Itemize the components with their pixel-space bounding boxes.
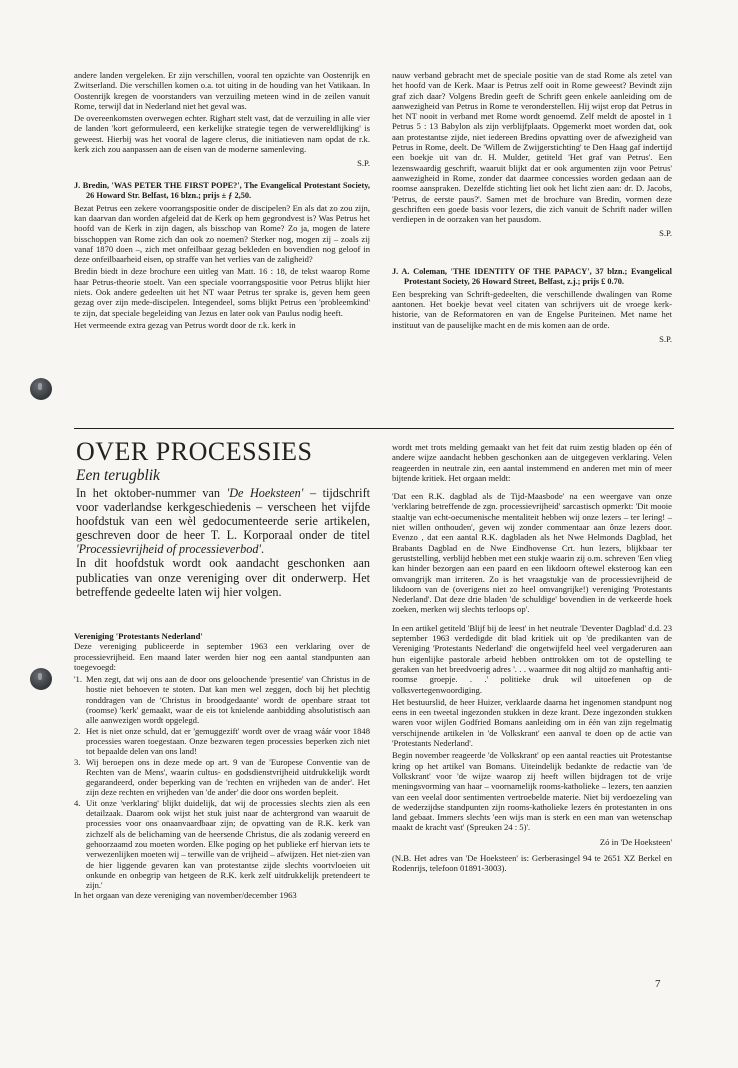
section-heading: Vereniging 'Protestants Nederland' xyxy=(74,631,203,641)
paragraph: Bezat Petrus een zekere voorrangspositie onder de discipelen? En als dat zo zou zijn, kan daarvan dan worden afgeleid dat de Kerk op hem gegrondvest is? Was Petrus het hoofd van de Kerk in zijn dagen, als bisschop van Rome? Zo ja, mogen de latere bisschoppen van Rome zich dan ook zo noemen? Sterker nog, mogen zij – zoals zij vanaf 1870 doen –, zich met onfeilbaar gezag bekleden en bovendien nog geloof in deze onfeilbaarheid eisen, op straffe van het verlies van de zaligheid? xyxy=(74,202,370,265)
article-column-left xyxy=(74,627,370,903)
paragraph: Deze vereniging publiceerde in september 1963 een verklaring over de processievrijheid. Een maand later werden hier nog een aantal standpunten aan toegevoegd: xyxy=(74,641,370,672)
article-subtitle: Een terugblik xyxy=(76,467,160,484)
paragraph: In een artikel getiteld 'Blijf bij de leest' in het neutrale 'Deventer Dagblad' d.d. 23 september 1963 verdedigde dit blad kritiek uit op 'de predikanten van de Vereniging 'Protestants Nederland' die ongetwijfeld heel veel vergaderuren aan hun eigenlijke pastorale arbeid hebben onttrokken om tot de opstelling te geraken van het breedvoerig adres '. . . waarmee dit nog altijd zo manhaftig anti-roomse groepje. . .' politieke druk wil uitoefenen op de volksvertegenwoordiging. xyxy=(392,622,672,695)
paragraph: Begin november reageerde 'de Volkskrant' op een aantal reacties uit Protestantse kring op het artikel van Bomans. Uiteindelijk bedankte de redactie van 'de Volkskrant' voor 'de wijze waarop zij heeft willen bijdragen tot de vrije meningsvorming van haar – voornamelijk rooms-katholieke – lezers, ten aanzien van een veelal door sentimenten vertroebelde materie. Niet bij verdoezeling van de wederzijdse standpunten zijn rooms-katholieke lezers én protestanten in ons land gebaat. Immers slechts 'een wijs man is sterk en een man van wetenschap maakt de kracht vast' (Spreuken 24 : 5)'. xyxy=(392,750,672,833)
review-column-left xyxy=(74,70,370,332)
binder-hole-icon xyxy=(30,378,52,400)
list-item: 4. Uit onze 'verklaring' blijkt duidelijk, dat wij de processies slechts zien als een detailzaak. Daarom ook wijst het stuk juist naar de achtergrond van waaruit de processies voor ons onaanvaardbaar zijn; de opvatting van de R.K. kerk van zichzelf als de belichaming van de heersende Christus, die als zodanig vereerd en gehoorzaamd zou moeten worden. Elke poging op het publieke erf hiervan iets te verwezenlijken moeten wij – terwille van de vrijheid – afwijzen. Het niet-zien van de hier liggende gevaren kan van protestantse zijde slechts voortvloeien uit onkunde en onbegrip van hetgeen de R.K. kerk zelf uitdrukkelijk pretendeert te zijn.' xyxy=(74,797,370,891)
binder-hole-icon xyxy=(30,668,52,690)
quote-paragraph: 'Dat een R.K. dagblad als de Tijd-Maasbode' na een weergave van onze 'verklaring betreffende de zgn. processievrijheid' sarcastisch opmerkt: 'Dit mooie staaltje van echt-oecumenische mentaliteit hebben wij onze lezers – ter lering! – niet willen onthouden', geven wij zonder commentaar aan ônze lezers door. Evenzo , dat een aantal R.K. dagbladen als het Nwe Helmonds Dagblad, het Brabants Dagblad en de Nwe Eindhovense Crt. hun lezers, blijkbaar ter geruststelling, verblijd hebben met een stukje waarin zij o.m. schreven 'Een vlieg kan hinder bezorgen aan een paard en een likdoorn oftewel eksteroog kan een omvangrijk man irriteren. Zo is het vraagstukje van de processievrijheid de likdoorn van de (overigens niet zo heel omvangrijke!) vereniging 'Protestants Nederland'. Dat deze drie bladen 'de schuldige' bovendien in de verkeerde hoek zoeken, merken wij slechts terloops op'. xyxy=(392,491,672,615)
list-item: 2. Het is niet onze schuld, dat er 'gemuggezift' wordt over de vraag wáár voor 1848 processies waren toegestaan. Onze bezwaren tegen processies beperken zich niet tot bepaalde delen van ons land! xyxy=(74,725,370,757)
review-heading: J. Bredin, 'WAS PETER THE FIRST POPE?', The Evangelical Protestant Society, 26 Howard Str. Belfast, 16 blzn.; prijs ± ƒ 2,50. xyxy=(74,180,370,200)
paragraph: Het vermeende extra gezag van Petrus wordt door de r.k. kerk in xyxy=(74,319,296,330)
section-divider xyxy=(74,428,674,429)
lead-paragraph: In het oktober-nummer van 'De Hoeksteen' – tijdschrift voor vaderlandse kerkgeschiedenis – verscheen het vijfde hoofdstuk van een wèl gedocumenteerde serie artikelen, geschreven door de heer T. L. Korporaal onder de titel 'Processievrijheid of processieverbod'. xyxy=(76,486,371,557)
list-item: 3. Wij beroepen ons in deze mede op art. 9 van de 'Europese Conventie van de Rechten van de Mens', waarin cultus- en godsdienstvrijheid uitdrukkelijk wordt gegarandeerd, onder beperking van de 'rechten en vrijheden van de ander'. Het zijn deze rechten en vrijheden van 'de ander' die door ons worden bepleit. xyxy=(74,756,370,798)
paragraph: nauw verband gebracht met de speciale positie van de stad Rome als zetel van het hoofd van de Kerk. Maar is Petrus zelf ooit in Rome geweest? Bevindt zijn graf zich daar? Volgens Bredin geeft de Schrift geen enkele aanleiding om de aanwezigheid van Petrus in Rome te veronderstellen. Hij wijst erop dat Petrus in het NT nooit in verband met Rome wordt genoemd. Zelf meldt de apostel in 1 Petrus 5 : 13 Babylon als zijn verblijfplaats. Opgemerkt moet worden dat, ook aan protestantse zijde, niet iedereen Bredins opvatting over de afwezigheid van Petrus in Rome, deelt. De 'Willem de Zwijgerstichting' te Den Haag gaf indertijd een boekje uit van dr. H. Mulder, getiteld 'Het graf van Petrus'. Een lezenswaardig geschrift, waaruit blijkt dat er ook argumenten zijn voor Petrus' aanwezigheid in Rome, zonder dat daarmee concessies worden gedaan aan de roomse aanspraken. Dezelfde stichting liet ook het licht zien aan: dr. D. Jacobs, 'Petrus, de eerste paus?'. Samen met de brochure van Bredin, vormen deze geschriften een goede basis voor lezers, die zich vanuit de Schrift nader willen verdiepen in de oorzaken van het pausdom. xyxy=(392,70,672,225)
paragraph: Bredin biedt in deze brochure een uitleg van Matt. 16 : 18, de tekst waarop Rome haar Petrus-theorie stoelt. Van een speciale voorrangspositie voor Petrus blijkt hier niets. Ook andere gedeelten uit het NT waar Petrus ter sprake is, geven hem geen gezag over zijn mede-discipelen. Integendeel, soms blijkt Petrus een 'probleemkind' te zijn, dat speciale begeleiding van Jezus en later ook van Paulus nodig heeft. xyxy=(74,266,370,318)
article-title: OVER PROCESSIES xyxy=(76,437,313,466)
paragraph: De overeenkomsten overwegen echter. Righart stelt vast, dat de verzuiling in alle vier de landen 'kort geformuleerd, een kerkelijke strategie tegen de verwereldlijking' is geweest. Hierbij was het vooral de lagere clerus, die initiatieven nam opdat de r.k. kerk zich zou aanpassen aan de eisen van de moderne samenleving. xyxy=(74,113,370,155)
paragraph: wordt met trots melding gemaakt van het feit dat ruim zestig bladen op één of andere wijze aandacht hebben geschonken aan de uitgegeven verklaring. Velen reageerden in neutrale zin, een aantal instemmend en anderen met min of meer bijtende kritiek. Het orgaan meldt: xyxy=(392,442,672,483)
address-note: (N.B. Het adres van 'De Hoeksteen' is: Gerberasingel 94 te 2651 XZ Berkel en Rodenrijs, telefoon 01891-3003). xyxy=(392,852,672,874)
review-column-right xyxy=(392,70,672,344)
list-item: '1. Men zegt, dat wij ons aan de door ons geloochende 'presentie' van Christus in de hostie niet behoeven te stoten. Dat kan men wel zeggen, doch bij het plechtig ronddragen van de 'Christus in broodgedaante' wordt de openbare straat tot (roomse) 'kerk' gemaakt, waar de eis tot knielende aanbidding absolutistisch aan alle aanwezigen wordt opgelegd. xyxy=(74,674,370,726)
page-number: 7 xyxy=(655,978,661,990)
paragraph: Het bestuurslid, de heer Huizer, verklaarde daarna het ingenomen standpunt nog eens in een tweetal ingezonden stukken in deze krant. Deze ingezonden stukken waren voor wijlen Godfried Bomans aanleiding om in één van zijn regelmatig verschijnende artikelen in 'de Volkskrant' een aanval te doen op de actie van 'Protestants Nederland'. xyxy=(392,696,672,749)
lead-paragraph: In dit hoofdstuk wordt ook aandacht geschonken aan publicaties van onze vereniging over dit onderwerp. Het betreffende gedeelte laten wij hier volgen. xyxy=(76,556,370,599)
paragraph: Een bespreking van Schrift-gedeelten, die verschillende dwalingen van Rome aantonen. Het boekje bevat veel citaten van schrijvers uit de vroege kerk-historie, van de Reformatoren en van de Engelse Puriteinen. Met name het instituut van de pauselijke macht en de mis komen aan de orde. xyxy=(392,288,672,330)
paragraph: andere landen vergeleken. Er zijn verschillen, vooral ten opzichte van Oostenrijk en Zwitserland. Die verschillen komen o.a. tot uiting in de houding van het Vatikaan. In Oostenrijk kregen de voorstanders van verzuiling meteen wind in de zeilen vanuit Rome, terwijl dat in Nederland niet het geval was. xyxy=(74,70,370,111)
signature: S.P. xyxy=(659,333,672,344)
review-heading: J. A. Coleman, 'THE IDENTITY OF THE PAPACY', 37 blzn.; Evangelical Protestant Society, 26 Howard Street, Belfast, z.j.; prijs £ 0.70. xyxy=(392,266,672,286)
article-lead xyxy=(76,486,370,599)
signature: S.P. xyxy=(659,228,672,239)
article-column-right xyxy=(392,442,672,876)
paragraph: In het orgaan van deze vereniging van november/december 1963 xyxy=(74,890,297,901)
points-list xyxy=(74,674,370,890)
source-line: Zó in 'De Hoeksteen' xyxy=(599,836,672,847)
signature: S.P. xyxy=(357,158,370,169)
